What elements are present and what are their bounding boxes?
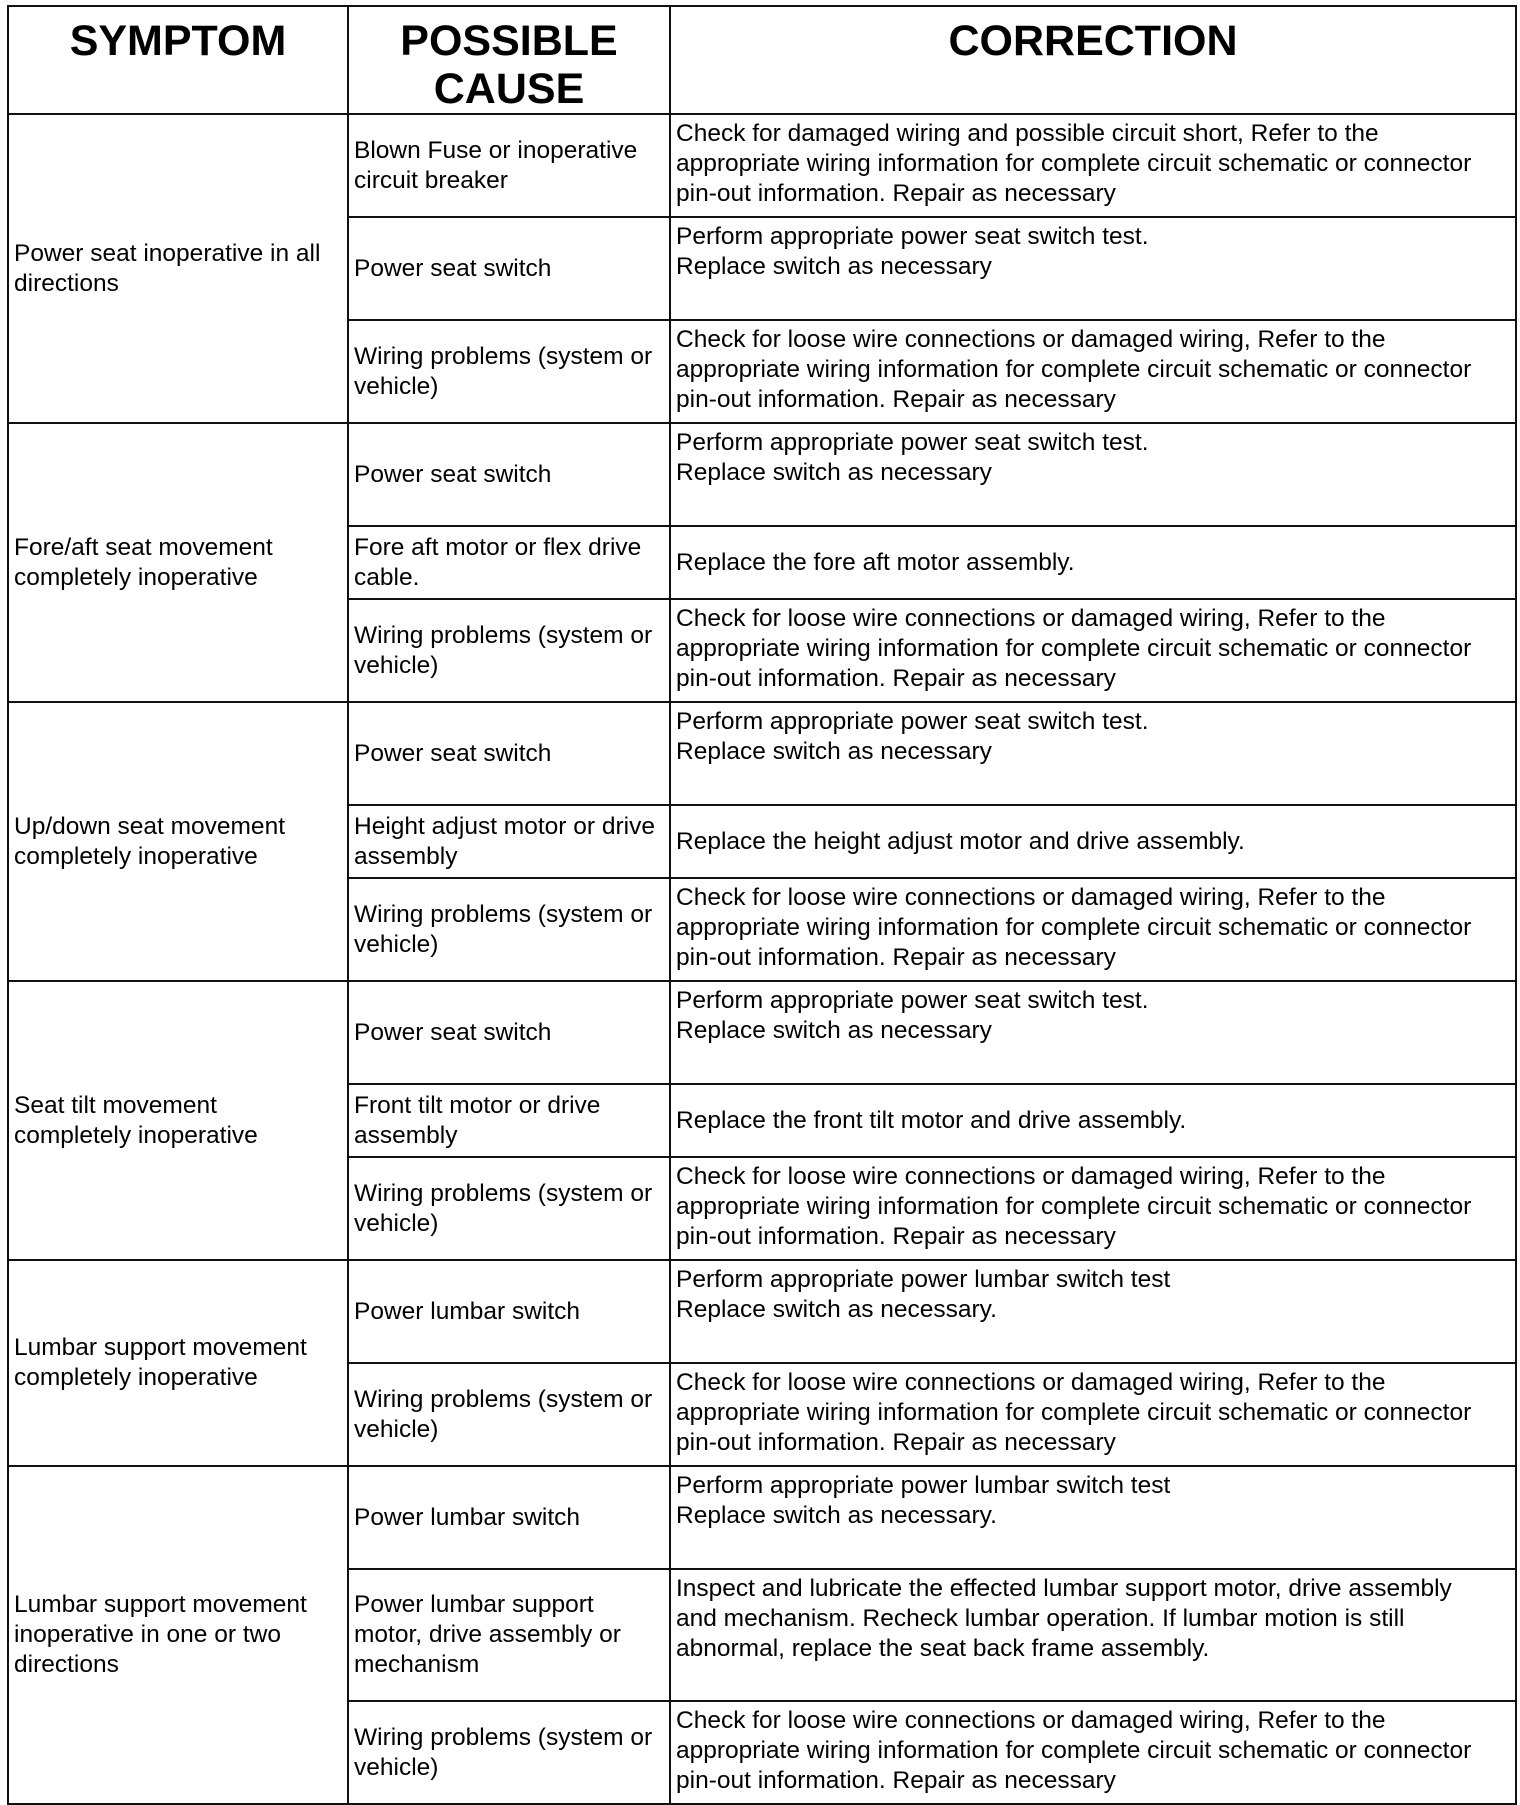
correction-cell: Check for loose wire connections or damaged wiring, Refer to the appropriate wiring information for complete circuit schematic or connector pin-out information. Repair as necessary [670,320,1516,423]
cause-cell: Height adjust motor or drive assembly [348,805,670,878]
correction-cell: Perform appropriate power seat switch test. Replace switch as necessary [670,702,1516,805]
cause-cell: Power seat switch [348,423,670,526]
cause-cell: Power lumbar switch [348,1260,670,1363]
cause-cell: Wiring problems (system or vehicle) [348,599,670,702]
diagnosis-table [7,5,1517,1805]
cause-cell: Power lumbar support motor, drive assembly or mechanism [348,1569,670,1701]
table-row [8,981,1516,1084]
cause-cell: Wiring problems (system or vehicle) [348,878,670,981]
correction-cell: Replace the fore aft motor assembly. [670,526,1516,599]
correction-cell: Replace the front tilt motor and drive assembly. [670,1084,1516,1157]
correction-cell: Check for loose wire connections or damaged wiring, Refer to the appropriate wiring information for complete circuit schematic or connector pin-out information. Repair as necessary [670,1157,1516,1260]
correction-cell: Perform appropriate power seat switch test. Replace switch as necessary [670,217,1516,320]
correction-cell: Check for loose wire connections or damaged wiring, Refer to the appropriate wiring information for complete circuit schematic or connector pin-out information. Repair as necessary [670,599,1516,702]
correction-cell: Inspect and lubricate the effected lumbar support motor, drive assembly and mechanism. Recheck lumbar operation. If lumbar motion is still abnormal, replace the seat back frame assembly. [670,1569,1516,1701]
symptom-cell: Lumbar support movement completely inoperative [8,1260,348,1466]
correction-cell: Check for loose wire connections or damaged wiring, Refer to the appropriate wiring information for complete circuit schematic or connector pin-out information. Repair as necessary [670,878,1516,981]
table-row [8,1260,1516,1363]
cause-cell: Power seat switch [348,702,670,805]
header-correction: CORRECTION [670,6,1516,114]
symptom-cell: Fore/aft seat movement completely inoperative [8,423,348,702]
correction-cell: Perform appropriate power seat switch test. Replace switch as necessary [670,423,1516,526]
symptom-cell: Lumbar support movement inoperative in one or two directions [8,1466,348,1804]
cause-cell: Wiring problems (system or vehicle) [348,1157,670,1260]
cause-cell: Power seat switch [348,981,670,1084]
cause-cell: Power lumbar switch [348,1466,670,1569]
correction-cell: Check for damaged wiring and possible circuit short, Refer to the appropriate wiring information for complete circuit schematic or connector pin-out information. Repair as necessary [670,114,1516,217]
cause-cell: Power seat switch [348,217,670,320]
correction-cell: Check for loose wire connections or damaged wiring, Refer to the appropriate wiring information for complete circuit schematic or connector pin-out information. Repair as necessary [670,1701,1516,1804]
correction-cell: Perform appropriate power seat switch test. Replace switch as necessary [670,981,1516,1084]
table-row [8,1466,1516,1569]
correction-cell: Replace the height adjust motor and drive assembly. [670,805,1516,878]
table-row [8,114,1516,217]
cause-cell: Fore aft motor or flex drive cable. [348,526,670,599]
correction-cell: Perform appropriate power lumbar switch test Replace switch as necessary. [670,1260,1516,1363]
symptom-cell: Up/down seat movement completely inoperative [8,702,348,981]
symptom-cell: Power seat inoperative in all directions [8,114,348,423]
header-possible-cause: POSSIBLE CAUSE [348,6,670,114]
cause-cell: Front tilt motor or drive assembly [348,1084,670,1157]
header-row [8,6,1516,114]
cause-cell: Wiring problems (system or vehicle) [348,320,670,423]
table-row [8,423,1516,526]
table-row [8,702,1516,805]
correction-cell: Check for loose wire connections or damaged wiring, Refer to the appropriate wiring information for complete circuit schematic or connector pin-out information. Repair as necessary [670,1363,1516,1466]
cause-cell: Wiring problems (system or vehicle) [348,1363,670,1466]
correction-cell: Perform appropriate power lumbar switch test Replace switch as necessary. [670,1466,1516,1569]
header-symptom: SYMPTOM [8,6,348,114]
symptom-cell: Seat tilt movement completely inoperative [8,981,348,1260]
cause-cell: Blown Fuse or inoperative circuit breaker [348,114,670,217]
cause-cell: Wiring problems (system or vehicle) [348,1701,670,1804]
